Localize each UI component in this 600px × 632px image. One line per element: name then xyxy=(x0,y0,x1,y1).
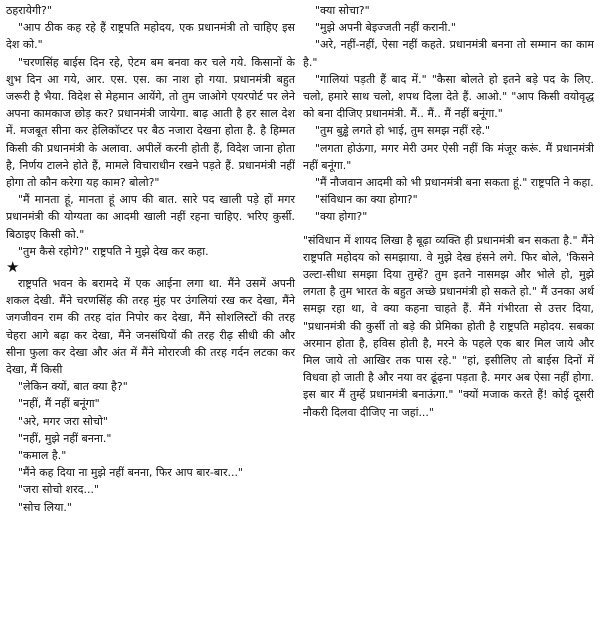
paragraph: राष्ट्रपति भवन के बरामदे में एक आईना लगा था. मैंने उसमें अपनी शकल देखी. मैंने चरणसिंह की तरह मुंह पर उंगलियां रख कर देखा, मैंने जगजीवन राम की तरह दांत निपोर कर देखा, मैंने सोशलिस्टों की तरह चेहरा आगे बढ़ा कर देखा, मैंने जनसंघियों की तरह रीढ़ सीधी की और सीना फुला कर देखा और अंत में मैंने मोरारजी की तरह गर्दन लटका कर देखा, मैं किसी xyxy=(6,277,295,377)
paragraph: "तुम बुड्ढे लगते हो भाई, तुम समझ नहीं रहे." xyxy=(315,124,491,138)
paragraph: "मुझे अपनी बेइज्जती नहीं करानी." xyxy=(315,21,456,35)
paragraph: "लगता होऊंगा, मगर मेरी उमर ऐसी नहीं कि मंजूर करूं. मैं प्रधानमंत्री नहीं बनूंगा." xyxy=(303,141,594,172)
paragraph: ठहरायेगी?" xyxy=(6,4,52,17)
paragraph: "मैं नौजवान आदमी को भी प्रधानमंत्री बना सकता हूं." राष्ट्रपति ने कहा. xyxy=(315,176,594,190)
paragraph: "अरे, नहीं-नहीं, ऐसा नहीं कहते. प्रधानमंत्री बनना तो सम्मान का काम है." xyxy=(303,38,594,69)
right-column xyxy=(303,2,594,632)
paragraph: "मैंने कह दिया ना मुझे नहीं बनना, फिर आप बार-बार..." xyxy=(18,466,243,480)
paragraph: "तुम कैसे रहोगे?" राष्ट्रपति ने मुझे देख कर कहा. xyxy=(18,244,209,258)
paragraph: "लेकिन क्यों, बात क्या है?" xyxy=(18,380,128,394)
paragraph: "जरा सोचो शरद..." xyxy=(18,483,100,497)
paragraph: "गालियां पड़ती हैं बाद में." "कैसा बोलते हो इतने बड़े पद के लिए. चलो, हमारे साथ चलो, शपथ दिला देते हैं. आओ." "आप किसी वयोवृद्ध को बना दीजिए प्रधानमंत्री. मैं.. मैं.. मैं नहीं बनूंगा." xyxy=(303,72,594,121)
star-icon: ★ xyxy=(6,258,20,277)
paragraph: "संविधान में शायद लिखा है बूढ़ा व्यक्ति ही प्रधानमंत्री बन सकता है." मैंने राष्ट्रपति महोदय को समझाया. वे मुझे देख हंसने लगे. फिर बोले, 'किसने उल्टा-सीधा समझा दिया तुम्हें? तुम इतने नासमझ और भोले हो, मुझे लगता है तुम भारत के बहुत अच्छे प्रधानमंत्री हो सकते हो." मैं उनका अर्थ समझ रहा था, वे क्या कहना चाहते हैं. मैंने गंभीरता से उत्तर दिया, "प्रधानमंत्री की कुर्सी तो बड़े की प्रेमिका होती है राष्ट्रपति महोदय. सबका अरमान होता है, हविस होती है, मरने के पहले एक बार मिल जाये और मिल जाये तो आखिर तक पास रहे." "हां, इसीलिए तो बाईस दिनों में विधवा हो जाती है और नया वर ढूंढ़ना पड़ता है. मगर अब ऐसा नहीं होगा. इस बार मैं तुम्हें प्रधानमंत्री बनाऊंगा." "क्यों मजाक करते हैं! कोई दूसरी नौकरी दिलवा दीजिए ना जहां..." xyxy=(303,233,594,419)
paragraph: "आप ठीक कह रहे हैं राष्ट्रपति महोदय, एक प्रधानमंत्री तो चाहिए इस देश को." xyxy=(6,21,295,52)
paragraph: "नहीं, मैं नहीं बनूंगा" xyxy=(18,397,100,411)
paragraph: "चरणसिंह बाईस दिन रहे, ऐटम बम बनवा कर चले गये. किसानों के शुभ दिन आ गये, आर. एस. एस. का नाश हो गया. प्रधानमंत्री बहुत जरूरी है भैया. विदेश से मेहमान आयेंगे, तो तुम जाओगे एयरपोर्ट पर लेने अपना कामकाज छोड़ कर? प्रधानमंत्री जायेगा. बाढ़ आती है हर साल देश में. मजबूत सीना कर हेलिकॉप्टर पर बैठ नजारा देखना होता है. है हिम्मत किसी की प्रधानमंत्री के अलावा. अपीलें करनी होती हैं, विदेश जाना होता है, निर्णय टालने होते हैं, मामले विचाराधीन रखने पड़ते हैं. प्रधानमंत्री नहीं होगा तो कौन करेगा यह काम? बोलो?" xyxy=(6,55,295,190)
left-column xyxy=(6,2,295,632)
paragraph: "अरे, मगर जरा सोचो" xyxy=(18,414,108,428)
paragraph: "क्या सोचा?" xyxy=(315,4,370,17)
paragraph: "क्या होगा?" xyxy=(315,210,368,224)
paragraph: "मैं मानता हूं, मानता हूं आप की बात. सारे पद खाली पड़े हों मगर प्रधानमंत्री की योग्यता का आदमी खाली नहीं रहना चाहिए. भरिए कुर्सी. बिठाइए किसी को." xyxy=(6,193,295,241)
paragraph: "नहीं, मुझे नहीं बनना." xyxy=(18,431,112,445)
paragraph: "कमाल है." xyxy=(18,449,67,463)
paragraph: "संविधान का क्या होगा?" xyxy=(315,193,418,207)
paragraph: "सोच लिया." xyxy=(18,500,72,514)
